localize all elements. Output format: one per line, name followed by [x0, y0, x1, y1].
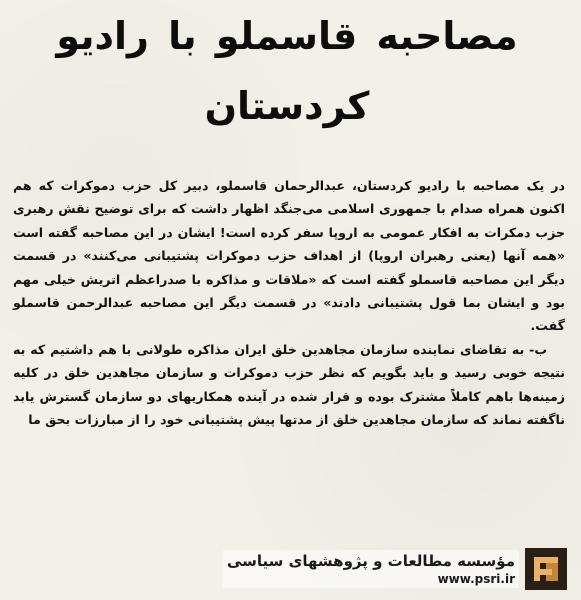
article-paragraph-1: در یک مصاحبه با رادیو کردستان، عبدالرحمان قاسملو، دبیر کل حزب دموکرات که هم اکنون همراه صدام با جمهوری اسلامی می‌جنگد اظهار داشت که برای توضیح نقش رهبری حزب دمکرات به افکار عمومی به اروپا سفر کرده است! ایشان در این مصاحبه گفته است «همه آنها (یعنی رهبران اروپا) از اهداف حزب دموکرات پشتیبانی می‌کنند» در قسمت دیگر این مصاحبه قاسملو گفته است که «ملاقات و مذاکره با صدراعظم اتریش خیلی مهم بود و ایشان بما قول پشتیبانی دادند» در قسمت دیگر این مصاحبه عبدالرحمن قاسملو گفت.: [13, 178, 565, 334]
archive-watermark: [223, 546, 567, 592]
watermark-url[interactable]: www.psri.ir: [437, 572, 515, 586]
article-body: [13, 174, 565, 431]
headline-line-1: مصاحبه قاسملو با رادیو: [56, 14, 518, 58]
article-paragraph-2: ب- به تقاضای نماینده سازمان مجاهدین خلق ایران مذاکره طولانی با هم داشتیم که به نتیجه خوبی رسید و باید بگویم که نظر حزب دموکرات و سازمان مجاهدین خلق در کلیه زمینه‌ها باهم کاملاً مشترک بوده و قرار شده در آینده همکاریهای دو سازمان گسترش یابد ناگفته نماند که سازمان مجاهدین خلق از مدتها پیش پشتیبانی خود را از مبارزات بحق ما: [13, 341, 565, 428]
watermark-org-name: مؤسسه مطالعات و پژوهشهای سیاسی: [226, 552, 515, 570]
watermark-text-block: [223, 550, 519, 588]
psri-logo-icon: [525, 548, 567, 590]
headline-line-2: کردستان: [204, 84, 370, 128]
